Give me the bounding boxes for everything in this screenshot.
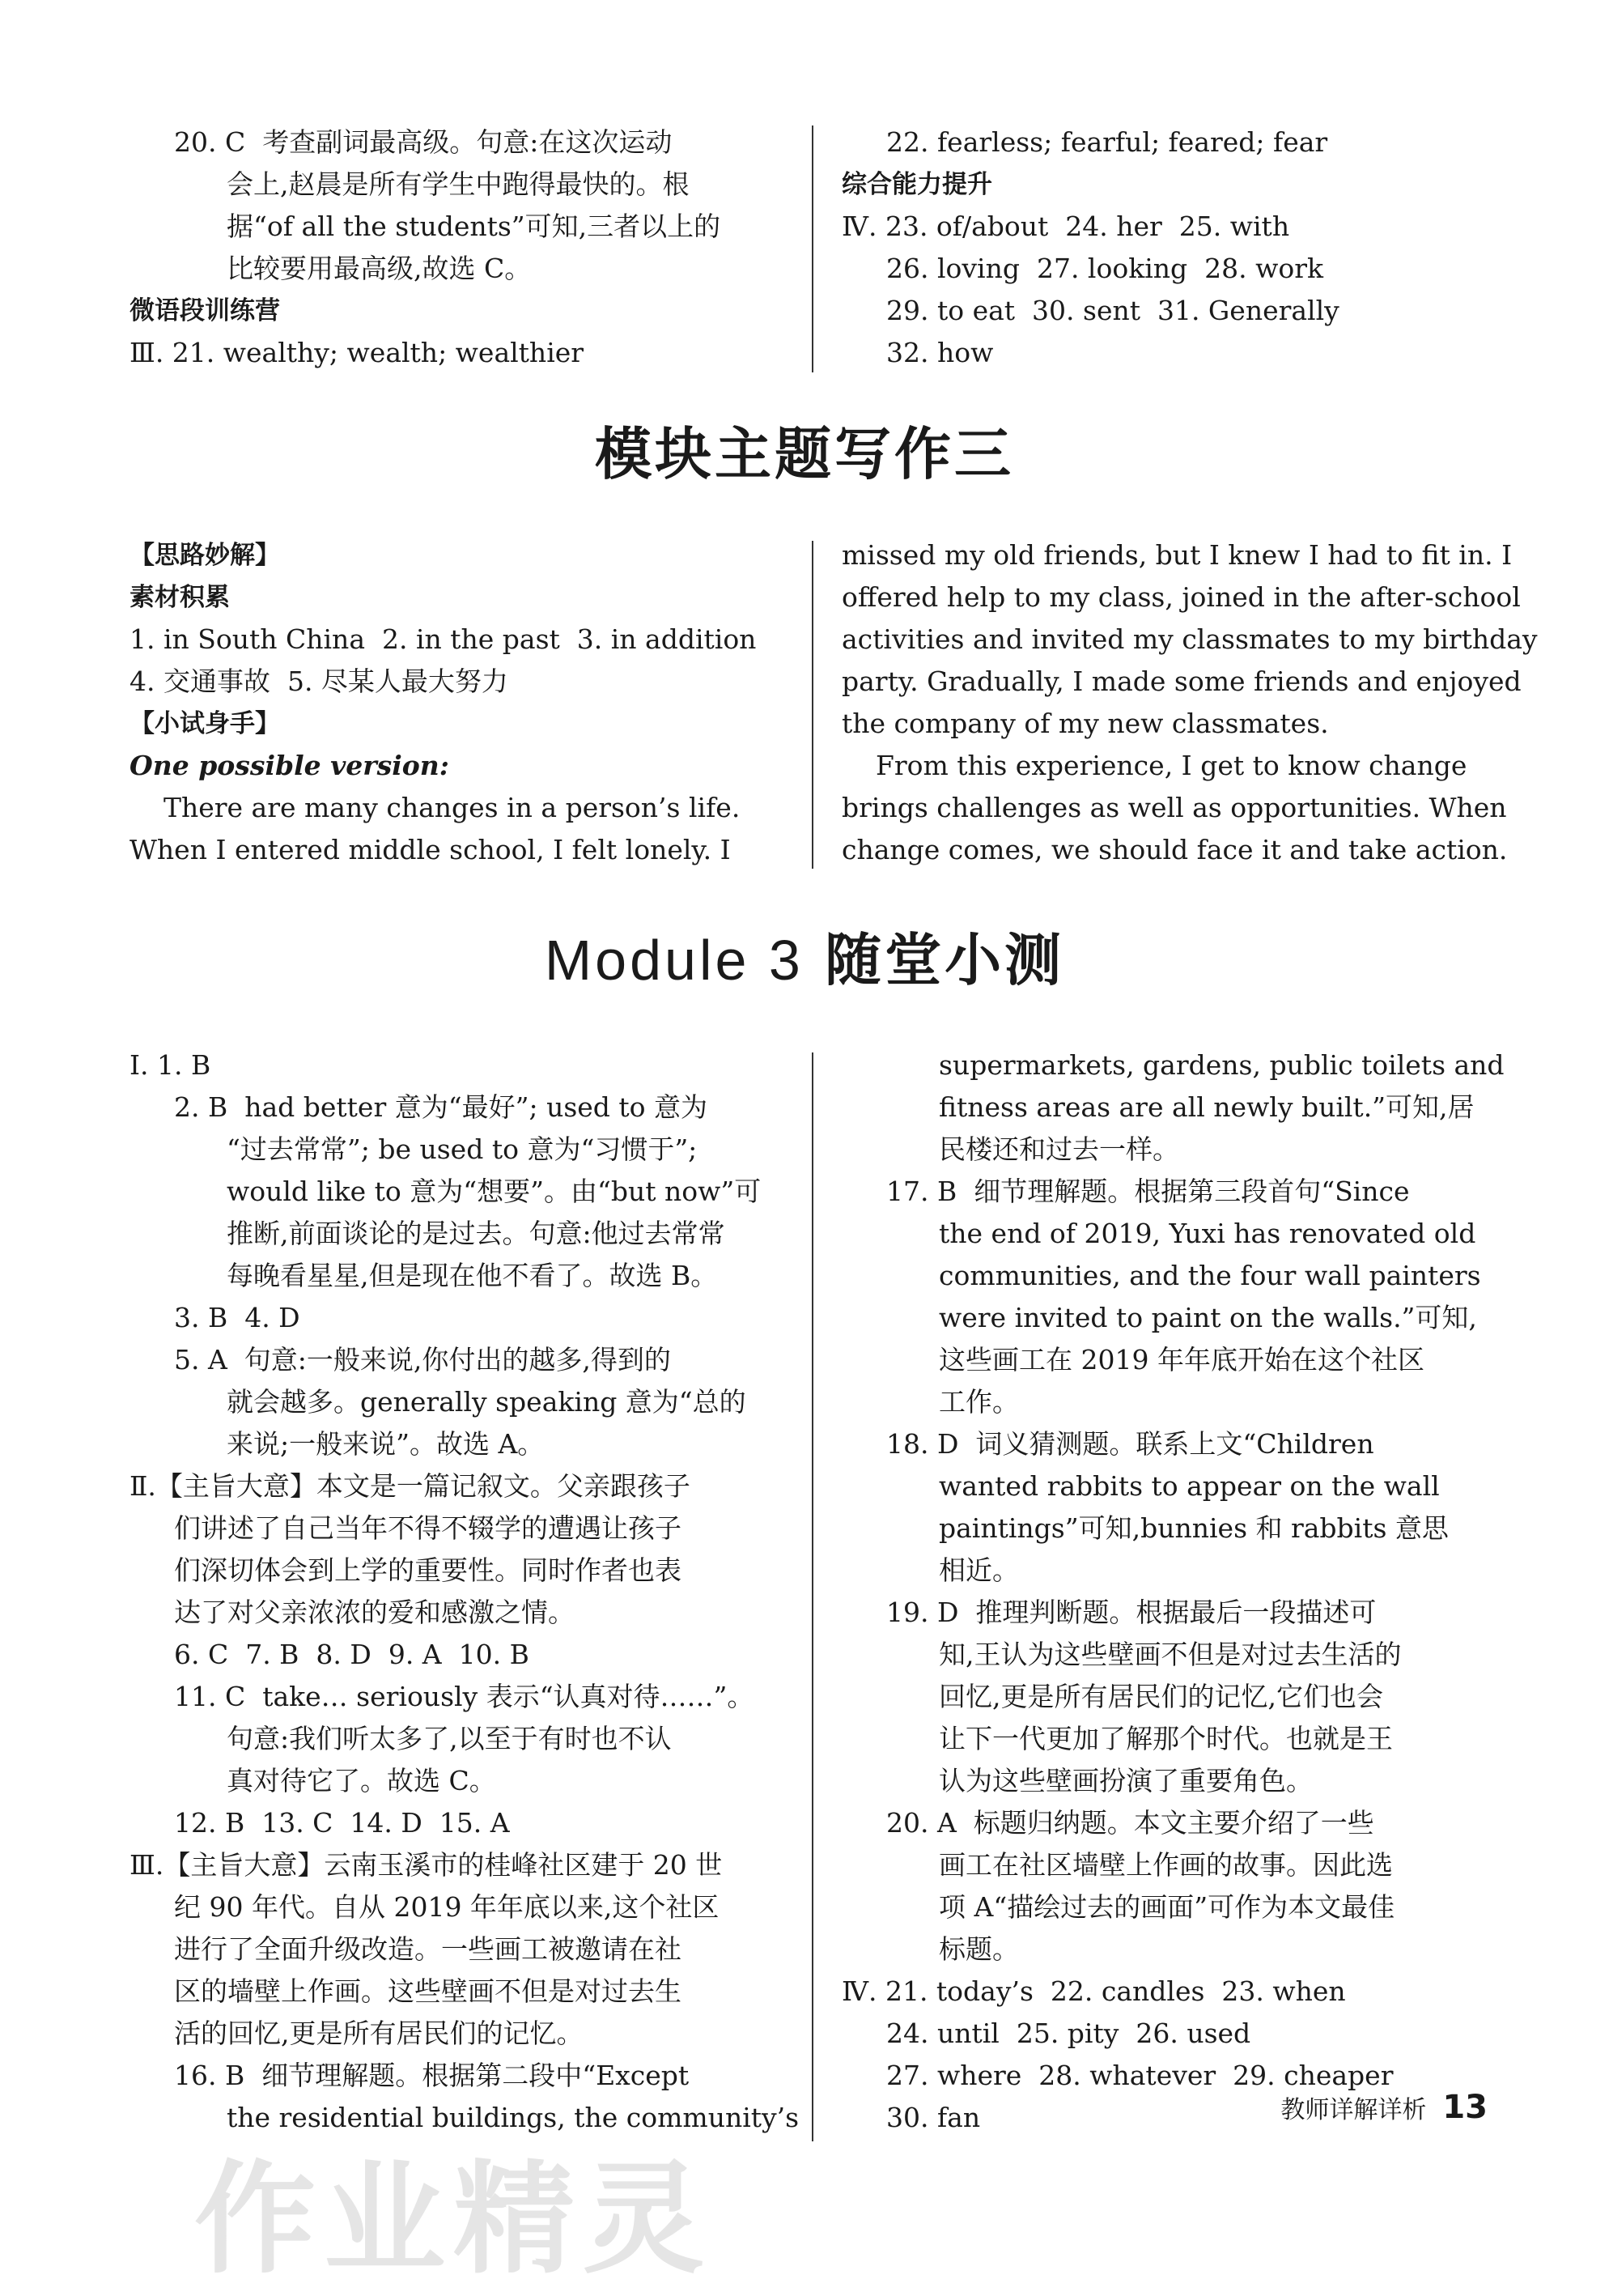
- text-line: Ⅳ. 21. today’s 22. candles 23. when: [842, 1975, 1346, 2007]
- column-divider: [812, 125, 813, 372]
- text-line: supermarkets, gardens, public toilets and: [939, 1049, 1505, 1081]
- text-line: 30. fan: [886, 2102, 981, 2133]
- text-line: 纪 90 年代。自从 2019 年年底以来,这个社区: [174, 1891, 720, 1923]
- text-line: 认为这些壁画扮演了重要角色。: [939, 1765, 1313, 1796]
- text-line: 句意:我们听太多了,以至于有时也不认: [227, 1723, 672, 1754]
- text-line: “过去常常”; be used to 意为“习惯于”;: [227, 1133, 698, 1165]
- text-line: 2. B had better 意为“最好”; used to 意为: [174, 1091, 708, 1123]
- text-line: 6. C 7. B 8. D 9. A 10. B: [174, 1639, 529, 1670]
- text-line: 们深切体会到上学的重要性。同时作者也表: [174, 1554, 681, 1586]
- text-line: fitness areas are all newly built.”可知,居: [939, 1091, 1475, 1123]
- text-line: paintings”可知,bunnies 和 rabbits 意思: [939, 1512, 1449, 1544]
- text-line: 24. until 25. pity 26. used: [886, 2018, 1251, 2049]
- top-left-column: [129, 121, 793, 374]
- text-line: 22. fearless; fearful; feared; fear: [886, 126, 1328, 158]
- text-line: Ⅰ. 1. B: [129, 1049, 211, 1081]
- text-line: 12. B 13. C 14. D 15. A: [174, 1807, 510, 1839]
- text-line: 19. D 推理判断题。根据最后一段描述可: [886, 1597, 1377, 1628]
- text-line: 素材积累: [129, 583, 230, 612]
- page-number: 13: [1442, 2089, 1488, 2126]
- text-line: 【思路妙解】: [129, 541, 280, 570]
- text-line: were invited to paint on the walls.”可知,: [939, 1302, 1477, 1333]
- text-line: would like to 意为“想要”。由“but now”可: [227, 1176, 762, 1207]
- watermark: 作业精灵: [194, 2149, 713, 2290]
- text-line: 们讲述了自己当年不得不辍学的遭遇让孩子: [174, 1512, 681, 1544]
- text-line: Ⅲ. 21. wealthy; wealth; wealthier: [129, 337, 584, 368]
- text-line: 工作。: [939, 1386, 1019, 1418]
- text-line: 3. B 4. D: [174, 1302, 300, 1333]
- text-line: 比较要用最高级,故选 C。: [227, 253, 532, 284]
- module-label: Module 3: [544, 929, 804, 992]
- section-title-module3: [0, 915, 1609, 997]
- text-line: 27. where 28. whatever 29. cheaper: [886, 2060, 1394, 2091]
- text-line: 4. 交通事故 5. 尽某人最大努力: [129, 665, 508, 697]
- text-line: 每晚看星星,但是现在他不看了。故选 B。: [227, 1260, 718, 1291]
- text-line: missed my old friends, but I knew I had to fit in. I: [842, 539, 1513, 571]
- text-line: 这些画工在 2019 年年底开始在这个社区: [939, 1344, 1424, 1375]
- text-line: 20. C 考查副词最高级。句意:在这次运动: [174, 126, 673, 158]
- text-line: 微语段训练营: [129, 296, 280, 325]
- text-line: 18. D 词义猜测题。联系上文“Children: [886, 1428, 1374, 1460]
- text-line: 会上,赵晨是所有学生中跑得最快的。根: [227, 168, 690, 200]
- text-line: 1. in South China 2. in the past 3. in addition: [129, 623, 757, 655]
- text-line: Ⅲ.【主旨大意】云南玉溪市的桂峰社区建于 20 世: [129, 1849, 723, 1881]
- text-line: 项 A“描绘过去的画面”可作为本文最佳: [939, 1891, 1395, 1923]
- text-line: 标题。: [939, 1933, 1019, 1965]
- text-line: 16. B 细节理解题。根据第二段中“Except: [174, 2060, 690, 2091]
- text-line: One possible version:: [129, 750, 449, 781]
- text-line: 据“of all the students”可知,三者以上的: [227, 210, 721, 242]
- mid-right-column: [842, 534, 1538, 871]
- text-line: 来说;一般来说”。故选 A。: [227, 1428, 545, 1460]
- text-line: 5. A 句意:一般来说,你付出的越多,得到的: [174, 1344, 671, 1375]
- page-footer: [1280, 2089, 1488, 2126]
- text-line: offered help to my class, joined in the after-school: [842, 581, 1521, 613]
- text-line: Ⅳ. 23. of/about 24. her 25. with: [842, 210, 1290, 242]
- text-line: 综合能力提升: [842, 170, 992, 199]
- module-title-cjk: 随堂小测: [825, 927, 1065, 993]
- text-line: 17. B 细节理解题。根据第三段首句“Since: [886, 1176, 1410, 1207]
- bottom-right-column: [842, 1044, 1513, 2139]
- text-line: 推断,前面谈论的是过去。句意:他过去常常: [227, 1218, 725, 1249]
- text-line: 32. how: [886, 337, 994, 368]
- mid-left-column: [129, 534, 793, 871]
- text-line: the company of my new classmates.: [842, 708, 1329, 739]
- text-line: 真对待它了。故选 C。: [227, 1765, 496, 1796]
- text-line: From this experience, I get to know change: [842, 750, 1467, 781]
- text-line: 就会越多。generally speaking 意为“总的: [227, 1386, 746, 1418]
- text-line: party. Gradually, I made some friends and enjoyed: [842, 665, 1522, 697]
- footer-label: 教师详解详析: [1280, 2096, 1427, 2124]
- text-line: 相近。: [939, 1554, 1019, 1586]
- text-line: 活的回忆,更是所有居民们的记忆。: [174, 2018, 584, 2049]
- column-divider: [812, 1052, 813, 2141]
- text-line: change comes, we should face it and take action.: [842, 834, 1508, 865]
- text-line: wanted rabbits to appear on the wall: [939, 1470, 1440, 1502]
- text-line: 画工在社区墙壁上作画的故事。因此选: [939, 1849, 1393, 1881]
- text-line: 达了对父亲浓浓的爱和感激之情。: [174, 1597, 575, 1628]
- text-line: 20. A 标题归纳题。本文主要介绍了一些: [886, 1807, 1374, 1839]
- text-line: 回忆,更是所有居民们的记忆,它们也会: [939, 1681, 1383, 1712]
- text-line: communities, and the four wall painters: [939, 1260, 1481, 1291]
- text-line: 进行了全面升级改造。一些画工被邀请在社: [174, 1933, 681, 1965]
- text-line: 11. C take… seriously 表示“认真对待……”。: [174, 1681, 754, 1712]
- text-line: activities and invited my classmates to my birthday: [842, 623, 1538, 655]
- column-divider: [812, 541, 813, 869]
- text-line: 29. to eat 30. sent 31. Generally: [886, 295, 1339, 326]
- text-line: brings challenges as well as opportunities. When: [842, 792, 1507, 823]
- text-line: Ⅱ.【主旨大意】本文是一篇记叙文。父亲跟孩子: [129, 1470, 690, 1502]
- top-right-column: [842, 121, 1513, 374]
- text-line: the residential buildings, the community’s: [227, 2102, 800, 2133]
- text-line: 民楼还和过去一样。: [939, 1133, 1179, 1165]
- text-line: 区的墙壁上作画。这些壁画不但是对过去生: [174, 1975, 681, 2007]
- text-line: There are many changes in a person’s life.: [129, 792, 741, 823]
- text-line: When I entered middle school, I felt lonely. I: [129, 834, 731, 865]
- bottom-left-column: [129, 1044, 800, 2139]
- section-title-writing: 模块主题写作三: [595, 421, 1014, 487]
- text-line: the end of 2019, Yuxi has renovated old: [939, 1218, 1476, 1249]
- text-line: 知,王认为这些壁画不但是对过去生活的: [939, 1639, 1402, 1670]
- text-line: 【小试身手】: [129, 709, 280, 738]
- text-line: 让下一代更加了解那个时代。也就是王: [939, 1723, 1393, 1754]
- text-line: 26. loving 27. looking 28. work: [886, 253, 1323, 284]
